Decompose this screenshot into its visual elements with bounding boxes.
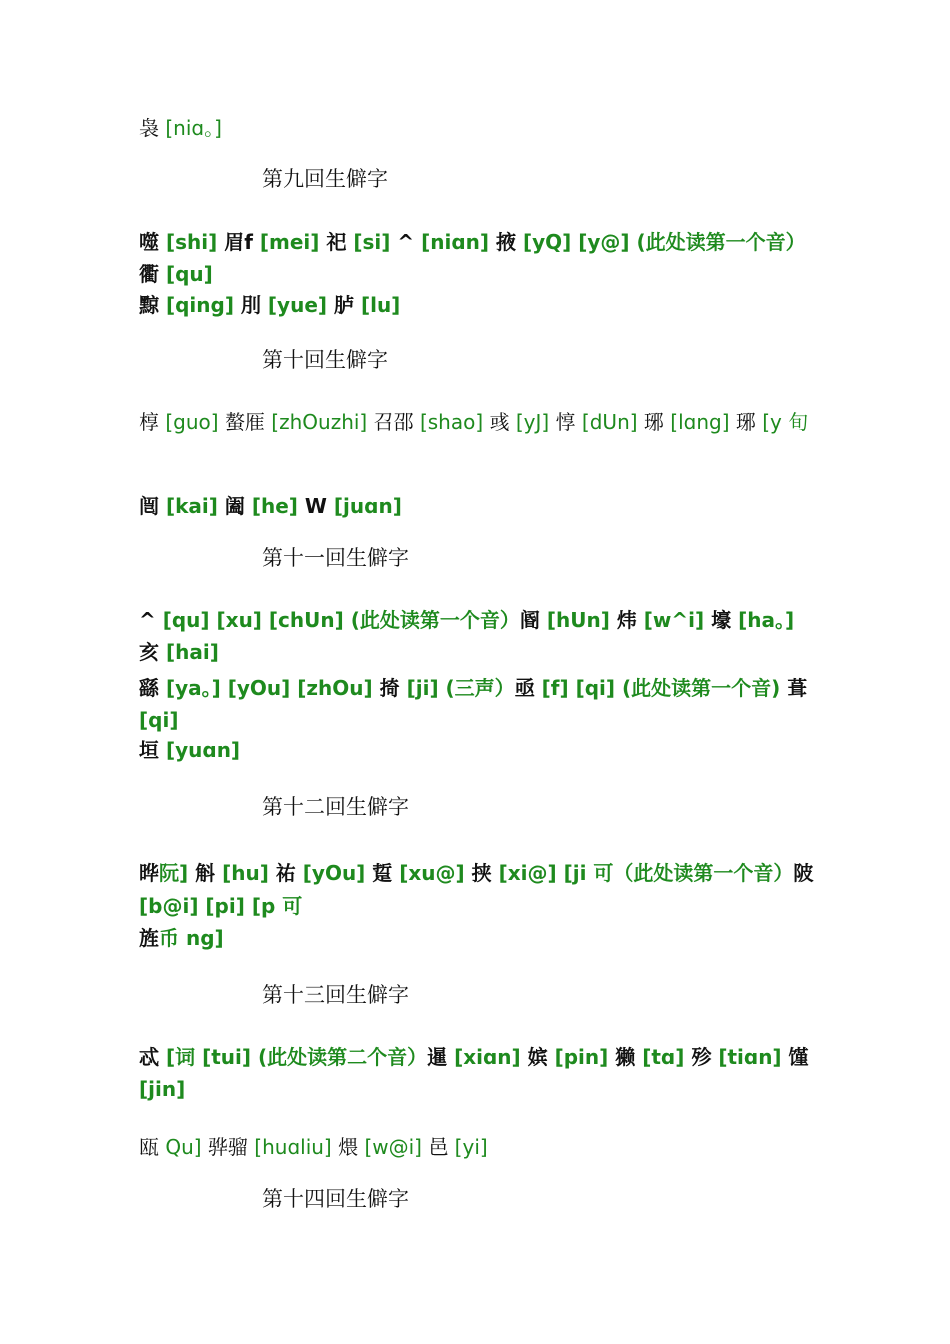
pinyin-text: Qu] xyxy=(159,1135,208,1159)
pinyin-text: [f] [qi] (此处读第一个音) xyxy=(534,676,788,700)
hanzi-text: 祀 xyxy=(326,230,347,254)
pinyin-text: [tiɑn] xyxy=(711,1045,789,1069)
hanzi-text: 琊 xyxy=(735,410,756,434)
hanzi-text: 繇 xyxy=(139,676,159,700)
hanzi-text: 獭 xyxy=(615,1045,636,1069)
pinyin-text: 币 ng] xyxy=(159,926,224,950)
chapter-11-heading: 第十一回生僻字 xyxy=(262,546,409,570)
chapter-14-heading: 第十四回生僻字 xyxy=(262,1187,409,1211)
hanzi-text: 掖 xyxy=(495,230,516,254)
hanzi-text: 晔 xyxy=(139,861,159,885)
chapter-12-para-1 xyxy=(139,857,819,923)
pinyin-text: [ya。] [yOu] [zhOu] xyxy=(159,676,380,700)
pinyin-text: [jin] xyxy=(139,1076,186,1101)
pinyin-text: [yue] xyxy=(260,293,334,317)
pinyin-text: [yuɑn] xyxy=(159,738,241,762)
pinyin-text: [kai] xyxy=(159,494,225,518)
pinyin-text: [yi] xyxy=(448,1135,488,1159)
hanzi-text: 殄 xyxy=(691,1045,712,1069)
chapter-10-para-1 xyxy=(139,407,819,439)
hanzi-text: ^ xyxy=(397,230,415,254)
chapter-12-para-2 xyxy=(139,923,819,955)
pinyin-text: [yOu] xyxy=(295,861,373,885)
hanzi-text: 壕 xyxy=(711,608,732,632)
pinyin-text: [he] xyxy=(244,494,305,518)
hanzi-text: 黥 xyxy=(139,293,159,317)
hanzi-text: 胪 xyxy=(333,293,354,317)
hanzi-text: 刖 xyxy=(240,293,261,317)
pinyin-text: [xu@] xyxy=(392,861,472,885)
pinyin-text: [juɑn] xyxy=(326,494,402,518)
hanzi-text: 闿 xyxy=(139,494,159,518)
hanzi-text: 忒 xyxy=(139,1045,159,1069)
pinyin-text: [hai] xyxy=(159,639,219,664)
hanzi-text: 葺 xyxy=(787,676,808,700)
hanzi-text: 斛 xyxy=(195,861,216,885)
hanzi-text: 骅骝 xyxy=(207,1135,248,1159)
pinyin-text: [niɑ。] xyxy=(159,116,222,140)
pinyin-text: [y 旬 xyxy=(755,410,809,434)
hanzi-text: 惇 xyxy=(555,410,576,434)
chapter-13-para-1 xyxy=(139,1042,819,1105)
pinyin-text: [niɑn] xyxy=(414,230,496,254)
pinyin-text: [huɑliu] xyxy=(247,1135,339,1159)
hanzi-text: 亟 xyxy=(514,676,535,700)
chapter-12-heading: 第十二回生僻字 xyxy=(262,795,409,819)
chapter-9-para-1 xyxy=(139,227,819,290)
pinyin-text: [ha。] xyxy=(731,608,795,632)
hanzi-text: 暹 xyxy=(427,1045,448,1069)
hanzi-text: 螯㕍 xyxy=(224,410,265,434)
pinyin-text: [w^i] xyxy=(636,608,712,632)
hanzi-text: 煨 xyxy=(338,1135,359,1159)
pinyin-text: [hu] xyxy=(215,861,276,885)
chapter-13-para-2 xyxy=(139,1132,819,1164)
hanzi-text: 嫔 xyxy=(527,1045,548,1069)
hanzi-text: 旌 xyxy=(139,926,159,950)
hanzi-text: 阍 xyxy=(519,608,540,632)
pinyin-text: [xiɑn] xyxy=(447,1045,528,1069)
pinyin-text: [mei] xyxy=(252,230,327,254)
pinyin-text: [zhOuzhi] xyxy=(264,410,374,434)
chapter-11-para-3 xyxy=(139,735,819,767)
pinyin-text: [lɑng] xyxy=(663,410,736,434)
chapter-11-para-1 xyxy=(139,605,819,668)
pinyin-text: [yQ] [y@] (此处读第一个音） xyxy=(515,230,806,254)
pinyin-text: [b@i] [pi] [p 可 xyxy=(139,894,303,918)
hanzi-text: 垣 xyxy=(139,738,159,762)
pinyin-text: [shao] xyxy=(413,410,490,434)
chapter-11-para-2 xyxy=(139,673,819,736)
hanzi-text: 阖 xyxy=(224,494,245,518)
pinyin-text: [pin] xyxy=(547,1045,616,1069)
hanzi-text: 祐 xyxy=(275,861,296,885)
pinyin-text: [xi@] [ji 可（此处读第一个音） xyxy=(491,861,794,885)
chapter-9-heading: 第九回生僻字 xyxy=(262,167,388,191)
hanzi-text: 亥 xyxy=(139,639,159,664)
chapter-13-heading: 第十三回生僻字 xyxy=(262,983,409,1007)
pinyin-text: [tɑ] xyxy=(635,1045,692,1069)
hanzi-text: W xyxy=(304,494,327,518)
pinyin-text: [qu] xyxy=(159,261,213,286)
pinyin-text: [qu] [xu] [chUn] (此处读第一个音） xyxy=(155,608,520,632)
hanzi-text: 袅 xyxy=(139,116,159,140)
hanzi-text: 召邵 xyxy=(373,410,414,434)
chapter-9-para-2 xyxy=(139,290,819,322)
pinyin-text: [guo] xyxy=(159,410,225,434)
hanzi-text: 彧 xyxy=(489,410,510,434)
hanzi-text: 踅 xyxy=(372,861,393,885)
chapter-10-heading: 第十回生僻字 xyxy=(262,348,388,372)
pinyin-text: [w@i] xyxy=(358,1135,429,1159)
hanzi-text: 陂 xyxy=(793,861,814,885)
chapter-10-para-2 xyxy=(139,491,819,523)
hanzi-text: 邑 xyxy=(428,1135,449,1159)
pinyin-text: [dUn] xyxy=(575,410,644,434)
hanzi-text: ^ xyxy=(139,608,156,632)
pinyin-text: [词 [tui] (此处读第二个音） xyxy=(159,1045,428,1069)
hanzi-text: 掎 xyxy=(379,676,400,700)
hanzi-text: 椁 xyxy=(139,410,159,434)
hanzi-text: 琊 xyxy=(643,410,664,434)
pinyin-text: [lu] xyxy=(353,293,401,317)
line-0 xyxy=(139,113,819,145)
pinyin-text: [ji] (三声） xyxy=(399,676,515,700)
pinyin-text: [qing] xyxy=(159,293,241,317)
hanzi-text: 衢 xyxy=(139,261,159,286)
hanzi-text: 挟 xyxy=(471,861,492,885)
pinyin-text: 阮] xyxy=(159,861,196,885)
hanzi-text: 馑 xyxy=(788,1045,809,1069)
pinyin-text: [yJ] xyxy=(509,410,556,434)
hanzi-text: 炜 xyxy=(616,608,637,632)
hanzi-text: 噬 xyxy=(139,230,159,254)
pinyin-text: [hUn] xyxy=(539,608,617,632)
pinyin-text: [qi] xyxy=(139,707,179,732)
pinyin-text: [shi] xyxy=(159,230,225,254)
hanzi-text: 瓯 xyxy=(139,1135,159,1159)
hanzi-text: 眉f xyxy=(224,230,253,254)
pinyin-text: [si] xyxy=(346,230,398,254)
